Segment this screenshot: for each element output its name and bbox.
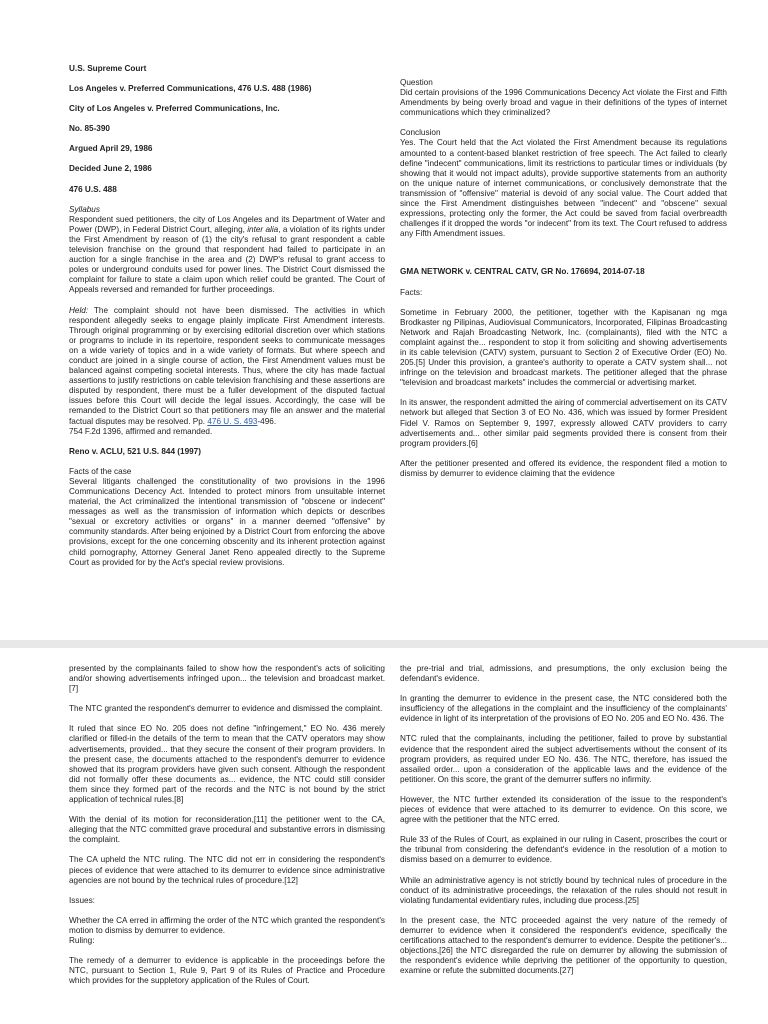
facts-label: Facts: [400,287,423,297]
reno-facts-label: Facts of the case [69,466,132,476]
p2-right-paragraph-6: While an administrative agency is not strictly bound by technical rules of procedure in the conduct of its administrative proceedings, the relaxation of the rules should not result in violating fundamental evidentiary rules, including due process.[25] [400,875,727,905]
p2-right-paragraph-5: Rule 33 of the Rules of Court, as explained in our ruling in Casent, proscribes the court or the tribunal from considering the defendant's evidence in the resolution of a motion to dismiss based on a demurrer to evidence. [400,835,727,865]
syllabus-paragraph [69,215,385,296]
section-spacer [400,249,727,267]
syllabus-label: Syllabus [69,204,100,214]
decided-date: Decided June 2, 1986 [69,164,152,174]
affirmed-line: 754 F.2d 1396, affirmed and remanded. [69,426,213,436]
case-citation: Los Angeles v. Preferred Communications, 476 U.S. 488 (1986) [69,84,312,94]
reno-title: Reno v. ACLU, 521 U.S. 844 (1997) [69,446,201,456]
held-after-link: -496. [257,416,277,426]
conclusion-label: Conclusion [400,128,441,138]
gma-title: GMA NETWORK v. CENTRAL CATV, GR No. 176694, 2014-07-18 [400,267,645,277]
p2-left-paragraph-4: With the denial of its motion for reconsideration,[11] the petitioner went to the CA, alleging that the NTC committed grave procedural and substantive errors in dismissing the complaint. [69,815,385,845]
page1-left-column [69,64,385,578]
document-page-2 [0,648,768,1024]
argued-date: Argued April 29, 1986 [69,144,153,154]
held-text: The complaint should not have been dismissed. The activities in which respondent allegedly seeks to engage plainly implicate First Amendment interests. Through original programming or by exercising editorial discretion over which stations or programs to include in its repertoire, respondent seeks to communicate messages on a wide variety of topics and in a wide variety of formats. But where speech and conduct are joined in a single course of action, the First Amendment values must be balanced against competing societal interests. Thus, where the city has made factual assertions to justify restrictions on cable television franchising and these assertions are disputed by respondent, there must be a fuller development of the disputed factual issues before this Court will decide the legal issues. Accordingly, the case will be remanded to the District Court so that petitioners may file an answer and the material factual disputes may be resolved. Pp. [69,305,385,426]
p2-right-paragraph-1: the pre-trial and trial, admissions, and presumptions, the only exclusion being the defendant's evidence. [400,664,727,684]
page2-left-column [69,664,385,996]
issues-text: Whether the CA erred in affirming the order of the NTC which granted the respondent's motion to dismiss by demurrer to evidence. [69,915,385,935]
court-name: U.S. Supreme Court [69,64,147,73]
p2-right-paragraph-3: NTC ruled that the complainants, including the petitioner, failed to prove by substantial evidence that the respondent aired the subject advertisements without the consent of its program providers, as required under EO No. 436. The NTC, therefore, has issued the assailed order... upon a consideration of the applicable laws and the evidence of the petitioner. On this score, the grant of the demurrer suffers no infirmity. [400,734,727,784]
reno-facts-text: Several litigants challenged the constitutionality of two provisions in the 1996 Communications Decency Act. Intended to protect minors from unsuitable internet material, the Act criminalized the intentional transmission of "obscene or indecent" messages as well as the transmission of information which depicts or describes "sexual or excretory activities or organs" in a manner deemed "offensive" by community standards. After being enjoined by a District Court from enforcing the above provisions, except for the one concerning obscenity and its inherent protection against child pornography, Attorney General Janet Reno appealed directly to the Supreme Court as provided for by the Act's special review provisions. [69,476,385,567]
p2-left-paragraph-1: presented by the complainants failed to show how the respondent's acts of soliciting and/or showing advertisements infringed upon... the television and broadcast market.[7] [69,664,385,694]
syllabus-text-a: Respondent sued petitioners, the city of Los Angeles and its Department of Water and Power (DWP), in Federal District Court, alleging, [69,214,385,234]
case-header [69,64,385,195]
citation-link[interactable]: 476 U. S. 493 [207,416,258,426]
page1-right-column [400,78,727,489]
reporter-citation: 476 U.S. 488 [69,184,117,194]
syllabus-text-b: , a violation of its rights under the First Amendment by reason of (1) the city's refusal to grant respondent a cable television franchise on the ground that respondent had failed to participate in an auction for a single franchise in the area and (2) DWP's refusal to grant access to poles or underground conduits used for power lines. The District Court dismissed the complaint for failure to state a claim upon which relief could be granted. The Court of Appeals reversed and remanded for further proceedings. [69,224,386,295]
held-paragraph [69,306,385,427]
page2-right-column [400,664,727,986]
p2-right-paragraph-2: In granting the demurrer to evidence in the present case, the NTC considered both the insufficiency of the allegations in the complaint and the insufficiency of the complainants' evidence in light of its interpretation of the provisions of EO No. 205 and EO No. 436. The [400,694,727,724]
case-number: No. 85-390 [69,124,110,134]
facts-paragraph-2: In its answer, the respondent admitted the airing of commercial advertisement on its CATV network but alleged that Section 3 of EO No. 436, which was issued by former President Fidel V. Ramos on September 9, 1997, expressly allowed CATV providers to carry advertisements and... other similar paid segments provided there is consent from their program providers.[6] [400,398,727,448]
conclusion-text: Yes. The Court held that the Act violated the First Amendment because its regulations amounted to a content-based blanket restriction of free speech. The Act failed to clearly define "indecent" communications, limit its restrictions to particular times or individuals (by showing that it would not impact adults), provide supportive statements from an authority on the unique nature of internet communications, or conclusively demonstrate that the transmission of "offensive" material is devoid of any social value. The Court added that since the First Amendment distinguishes between "indecent" and "obscene" sexual expressions, protecting only the former, the Act could be saved from facial overbreadth challenges if it dropped the words "or indecent" from its text. The Court refused to address any Fifth Amendment issues. [400,138,727,239]
p2-left-paragraph-3: It ruled that since EO No. 205 does not define "infringement," EO No. 436 merely clarified or filled-in the details of the term to mean that the CATV operators may show advertisements, provided... that they secure the consent of their program providers. In the present case, the documents attached to the respondent's demurrer to evidence showed that its program providers have given such consent. Although the respondent did not formally offer these documents as... evidence, the NTC could still consider them since they formed part of the records and the NTC is not bound by the strict application of technical rules.[8] [69,724,385,805]
p2-right-paragraph-7: In the present case, the NTC proceeded against the very nature of the remedy of demurrer to evidence when it considered the respondent's evidence, specifically the certifications attached to the respondent's demurrer to evidence. Despite the petitioner's... objections,[26] the NTC disregarded the rule on demurrer by allowing the submission of the respondent's evidence while depriving the petitioner of the opportunity to question, examine or refute the submitted documents.[27] [400,915,727,976]
p2-left-paragraph-2: The NTC granted the respondent's demurrer to evidence and dismissed the complaint. [69,704,383,714]
facts-paragraph-1: Sometime in February 2000, the petitioner, together with the Kapisanan ng mga Brodkaster ng Pilipinas, Audiovisual Communicators, Incorporated, Filipinas Broadcasting Network and Rajah Broadcasting Network, Inc. (complainants), filed with the NTC a complaint against the... respondent to stop it from soliciting and showing advertisements in its cable television (CATV) system, pursuant to Section 2 of Executive Order (EO) No. 205.[5] Under this provision, a grantee's authority to operate a CATV system shall... not infringe on the television and broadcast markets. The petitioner alleged that the phrase "television and broadcast markets" includes the commercial or advertising market. [400,307,727,388]
ruling-label: Ruling: [69,935,95,945]
p2-left-paragraph-6: The remedy of a demurrer to evidence is applicable in the proceedings before the NTC, pursuant to Section 1, Rule 9, Part 9 of its Rules of Practice and Procedure which provides for the suppletory application of the Rules of Court. [69,956,385,986]
held-label: Held: [69,305,89,315]
p2-left-paragraph-5: The CA upheld the NTC ruling. The NTC did not err in considering the respondent's pieces of evidence that were attached to its demurrer to evidence since administrative agencies are not bound by the technical rules of procedure.[12] [69,855,385,885]
question-text: Did certain provisions of the 1996 Communications Decency Act violate the First and Fifth Amendments by being overly broad and vague in their definitions of the types of internet communications which they criminalized? [400,88,727,118]
case-full-name: City of Los Angeles v. Preferred Communications, Inc. [69,104,280,114]
issues-label: Issues: [69,895,95,905]
page-divider [0,640,768,648]
p2-right-paragraph-4: However, the NTC further extended its consideration of the issue to the respondent's pieces of evidence that were attached to its demurrer to evidence. On this score, we agree with the petitioner that the NTC erred. [400,794,727,825]
question-label: Question [400,78,433,87]
facts-paragraph-3: After the petitioner presented and offered its evidence, the respondent filed a motion to dismiss by demurrer to evidence claiming that the evidence [400,458,727,478]
syllabus-italic: inter alia [247,224,279,234]
